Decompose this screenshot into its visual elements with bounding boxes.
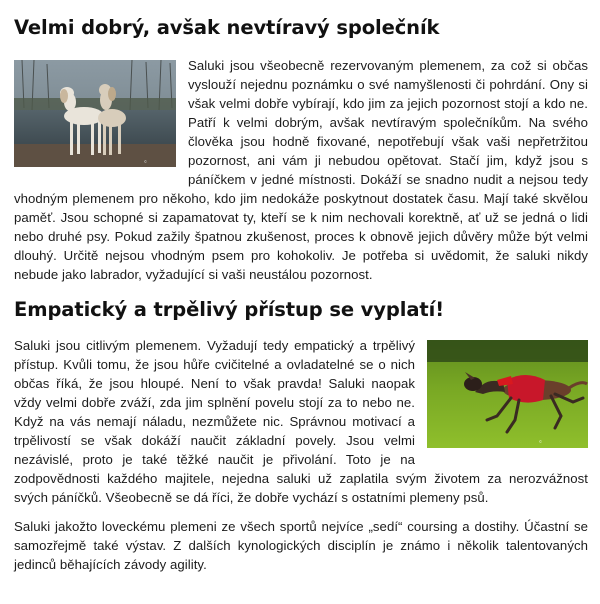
- saluki-pair-photo: [14, 60, 176, 167]
- section-paragraph-companion: [14, 56, 588, 284]
- svg-text:©: ©: [144, 159, 147, 164]
- paragraph-text: Saluki jsou citlivým plemenem. Vyžadují tedy empatický a trpělivý přístup. Kvůli tomu, že jsou hůře cvičitelné a ovladatelné se o nich občas říká, že jsou hloupé. Není to však pravda! Saluki naopak vždy velmi dobře zváží, zda jim splnění povelu stojí za to nebo ne. Když na vás nemají náladu, nezmůžete nic. Správnou motivací a trpělivostí se však dokáží naučit základní povely. Jsou velmi nezávislé, proto je také těžké naučit je přivolání. Toto je na zodpovědnosti každého majitele, nejedna saluki už zaplatila svým životem za nerozvážnost svých páníčků. Všeobecně se dá říci, že dobře vychází s ostatními plemeny psů.: [14, 338, 588, 505]
- section-heading-companion: Velmi dobrý, avšak nevtíravý společník: [14, 16, 440, 39]
- section-heading-approach: Empatický a trpělivý přístup se vyplatí!: [14, 298, 444, 321]
- section-paragraph-sports: Saluki jakožto loveckému plemeni ze všech sportů nejvíce „sedí“ coursing a dostihy. Účastní se samozřejmě také výstav. Z dalších kynologických disciplín je známo i několik talentovaných jedinců běhajících závody agility.: [14, 519, 588, 572]
- section-paragraph-approach: [14, 336, 588, 507]
- paragraph-text: Saluki jsou všeobecně rezervovaným plemenem, za což si občas vyslouží nejednu poznámku o své namyšlenosti či pohrdání. Ony si však velmi dobře vybírají, kdo jim za jejich pozornost stojí a kdo ne. Patří k velmi dobrým, avšak nevtíravým společníkům. Na svého člověka jsou hodně fixované, nepotřebují však vaši nepřetržitou pozornost, ani vám ji nebudou opětovat. Stačí jim, když jsou s páníčkem v jedné místnosti. Dokáží se snadno nudit a nejsou tedy vhodným plemenem pro někoho, kdo jim nedokáže poskytnout dostatek času. Mají také skvělou paměť. Jsou schopné si zapamatovat ty, kteří se k nim nechovali korektně, ať už se jedná o lidi nebo druhé psy. Pokud zažily špatnou zkušenost, proces k obnově jejich důvěry může být velmi dlouhý. Určitě nejsou vhodným psem pro kohokoliv. Je potřeba si uvědomit, že saluki nikdy nebude jako labrador, vyžadující si vaši neustálou pozornost.: [14, 58, 588, 282]
- saluki-running-photo: [427, 340, 588, 448]
- svg-text:©: ©: [539, 439, 542, 444]
- article: [14, 0, 588, 574]
